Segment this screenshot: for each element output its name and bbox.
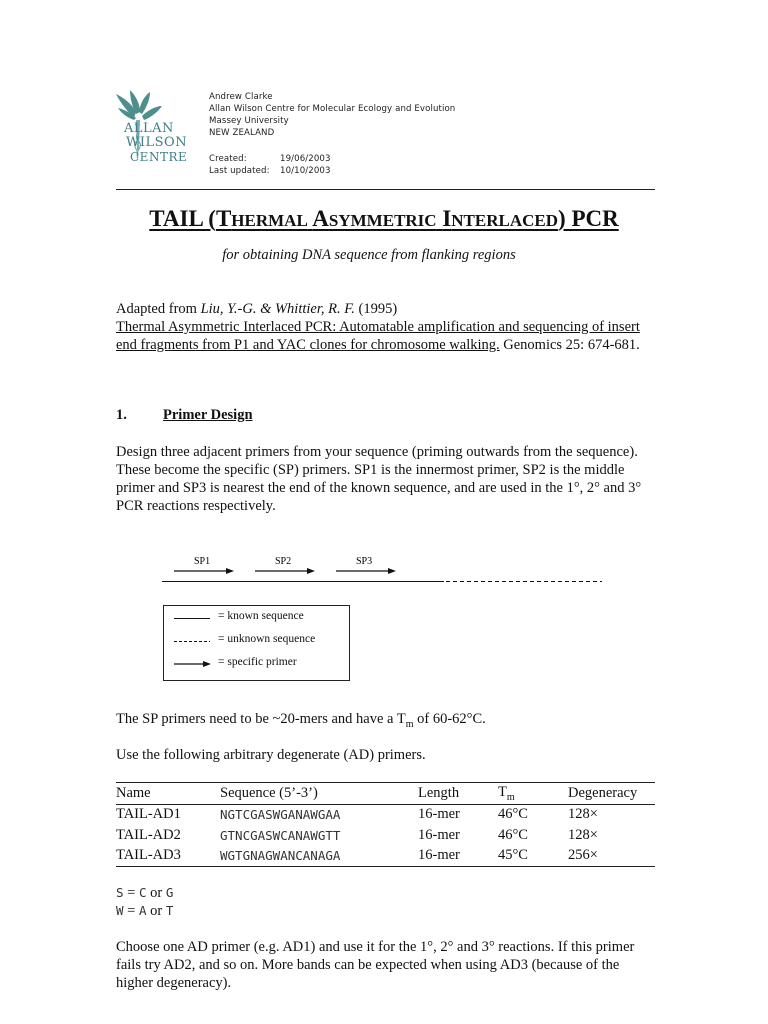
primer-label: SP1 xyxy=(194,556,211,567)
primer-diagram xyxy=(160,552,610,588)
section-heading xyxy=(116,407,253,424)
table-row xyxy=(116,825,655,846)
code-line: W = A or T xyxy=(116,903,174,919)
cell-length: 16-mer xyxy=(418,806,460,823)
author-name: Andrew Clarke xyxy=(209,92,273,102)
cell-tm: 46°C xyxy=(498,806,528,823)
cell-sequence: NGTCGASWGANAWGAA xyxy=(220,807,341,823)
cell-sequence: GTNCGASWCANAWGTT xyxy=(220,827,341,843)
updated-label: Last updated: xyxy=(209,166,270,176)
code-line: S = C or G xyxy=(116,885,174,901)
author-org: Allan Wilson Centre for Molecular Ecology and Evolution xyxy=(209,104,456,114)
cell-tm: 45°C xyxy=(498,846,568,867)
created-label: Created: xyxy=(209,154,247,164)
cell-name: TAIL-AD1 xyxy=(116,806,181,823)
page-title: TAIL (THERMAL ASYMMETRIC INTERLACED) PCR xyxy=(149,206,619,231)
legend-unknown: = unknown sequence xyxy=(218,633,316,645)
author-country: NEW ZEALAND xyxy=(209,128,275,138)
ad-primer-table xyxy=(116,782,655,867)
logo-line-2: WILSON xyxy=(126,135,188,150)
degeneracy-codes xyxy=(116,884,173,920)
cell-degeneracy: 256× xyxy=(568,846,655,867)
closing-paragraph: Choose one AD primer (e.g. AD1) and use it for the 1°, 2° and 3° reactions. If this primer fails try AD2, and so on. More bands can be expected when using AD3 (because of the higher degeneracy). xyxy=(116,939,635,991)
cell-name: TAIL-AD2 xyxy=(116,826,181,843)
allan-wilson-logo xyxy=(112,90,204,168)
cell-degeneracy: 128× xyxy=(568,826,598,843)
cell-length: 16-mer xyxy=(418,846,498,867)
section-title: Primer Design xyxy=(163,407,253,423)
cell-degeneracy: 128× xyxy=(568,806,598,823)
cell-length: 16-mer xyxy=(418,826,460,843)
cell-tm: 46°C xyxy=(498,826,528,843)
cell-name: TAIL-AD3 xyxy=(116,846,220,867)
citation: Adapted from Liu, Y.-G. & Whittier, R. F. (1995) Thermal Asymmetric Interlaced PCR: Automatable amplification and sequencing of insert end fragments from P1 and YAC clones for chromosome walking. Genomics 25: 674-681. xyxy=(116,301,640,353)
created-row xyxy=(209,153,455,165)
citation-authors: Liu, Y.-G. & Whittier, R. F. xyxy=(200,301,355,317)
table-row xyxy=(116,804,655,825)
ad-intro: Use the following arbitrary degenerate (AD) primers. xyxy=(116,747,426,763)
cell-sequence: WGTGNAGWANCANAGA xyxy=(220,846,418,867)
col-tm: $T_m$ xyxy=(498,783,568,805)
page-subtitle: for obtaining DNA sequence from flanking regions xyxy=(222,247,516,263)
table-row xyxy=(116,846,655,867)
section-paragraph: Design three adjacent primers from your sequence (priming outwards from the sequence). These become the specific (SP) primers. SP1 is the innermost primer, SP2 is the middle primer and SP3 is nearest the end of the known sequence, and are used in the 1°, 2° and 3° PCR reactions respectively. xyxy=(116,444,642,514)
section-number: 1. xyxy=(116,407,127,423)
author-university: Massey University xyxy=(209,116,289,126)
col-length: Length xyxy=(418,783,498,805)
updated-row xyxy=(209,165,455,177)
diagram-legend xyxy=(163,605,350,681)
primer-label: SP3 xyxy=(356,556,373,567)
legend-primer: = specific primer xyxy=(218,656,297,668)
logo-line-3: CENTRE xyxy=(130,150,188,164)
logo-line-1: ALLAN xyxy=(124,121,174,136)
col-name: Name xyxy=(116,783,220,805)
header-divider xyxy=(116,189,655,190)
author-block xyxy=(209,91,455,177)
table-header-row xyxy=(116,783,655,805)
tm-sentence: The SP primers need to be ~20-mers and have a $T_m$ of 60-62°C. xyxy=(116,711,486,730)
updated-value: 10/10/2003 xyxy=(280,166,331,176)
citation-journal: Genomics 25: 674-681. xyxy=(499,337,640,353)
citation-article: Thermal Asymmetric Interlaced PCR: Automatable amplification and sequencing of insert end fragments from P1 and YAC clones for chromosome walking. xyxy=(116,319,640,353)
legend-known: = known sequence xyxy=(218,610,304,622)
col-degeneracy: Degeneracy xyxy=(568,783,655,805)
created-value: 19/06/2003 xyxy=(280,154,331,164)
col-sequence: Sequence (5’-3’) xyxy=(220,783,418,805)
primer-label: SP2 xyxy=(275,556,292,567)
